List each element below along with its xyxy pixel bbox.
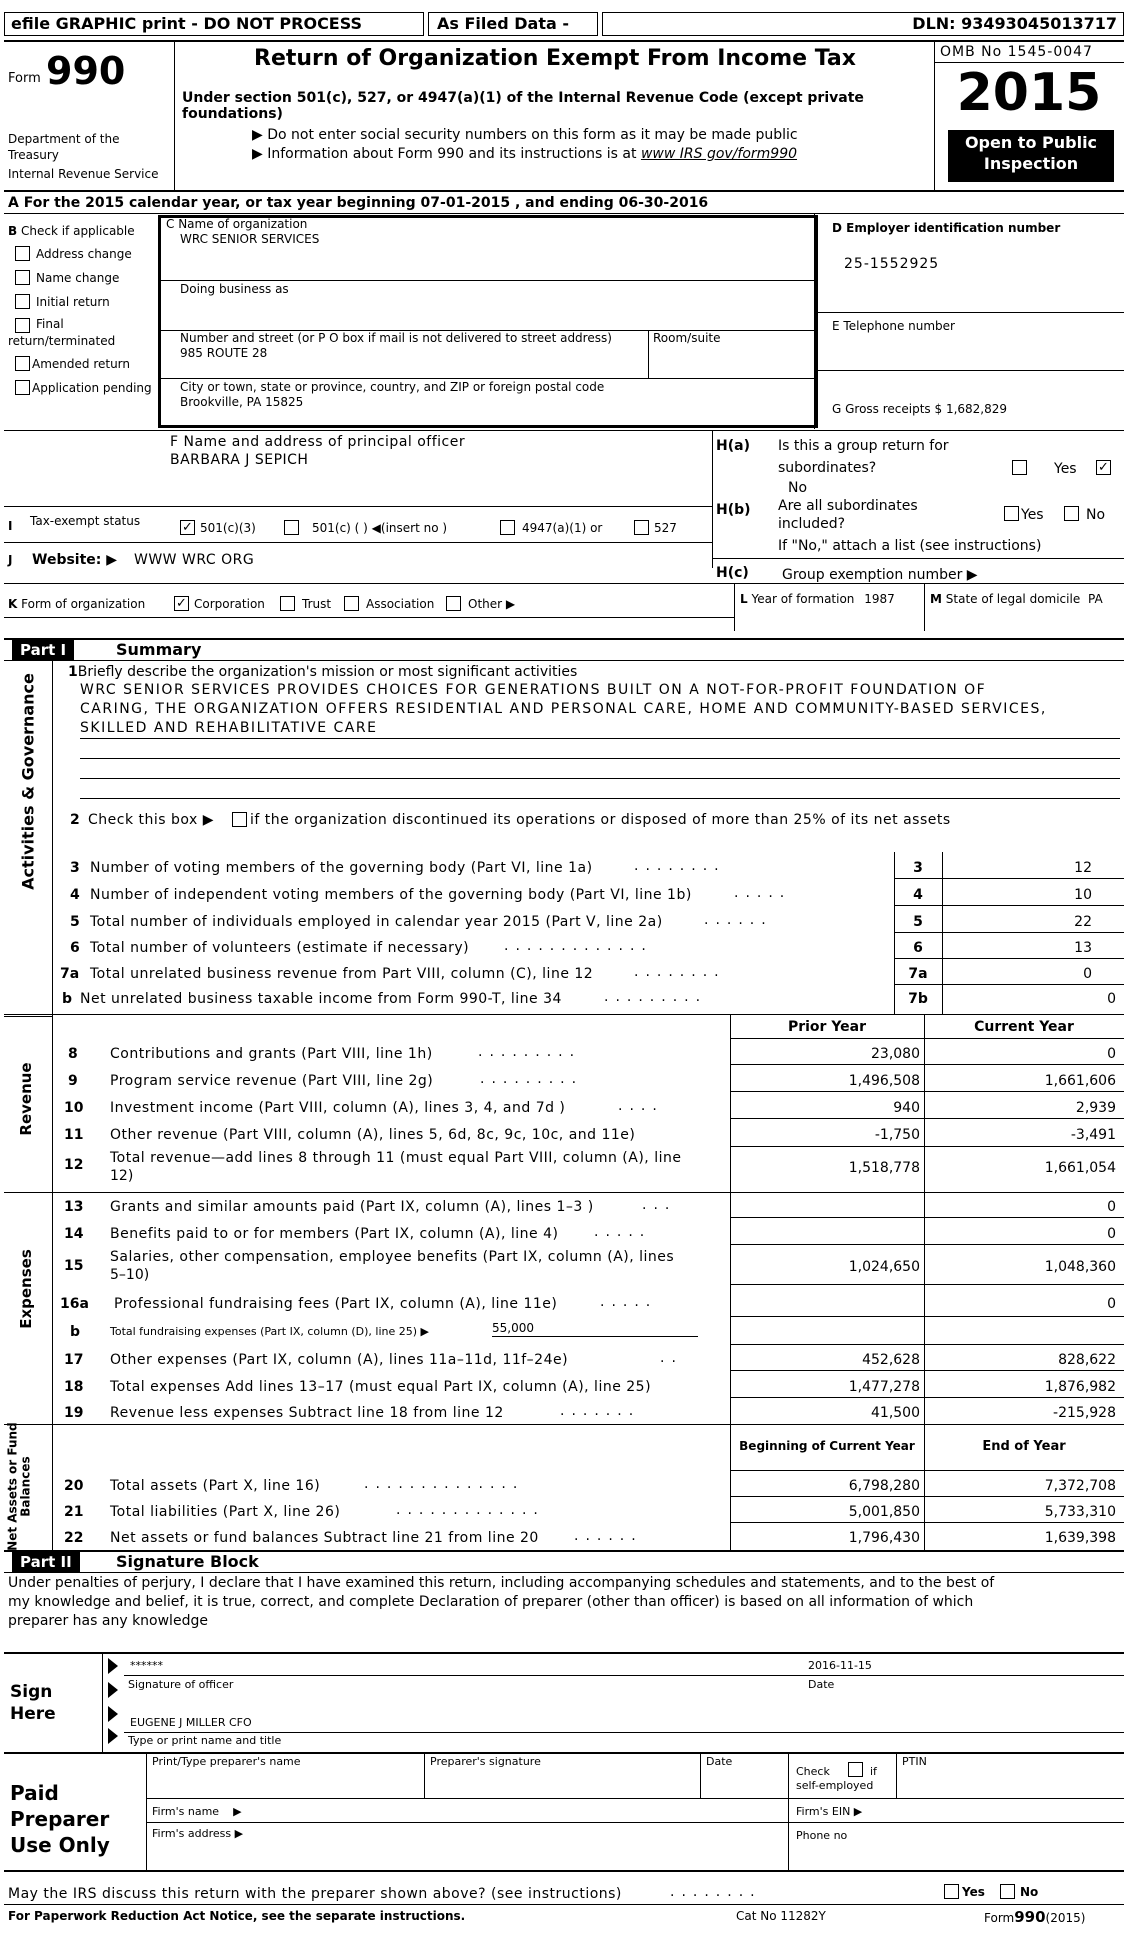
hb-no-checkbox[interactable] [1064,506,1079,521]
org-name-label: C Name of organization [166,217,308,231]
other-label: Other ▶ [468,597,516,611]
dba-label: Doing business as [180,282,289,296]
hb-yes-checkbox[interactable] [1004,506,1019,521]
line3-leader: ........ [634,858,726,874]
501c3-label: 501(c)(3) [200,521,256,535]
self-employed-checkbox[interactable] [848,1762,863,1777]
discuss-no-checkbox[interactable] [1000,1884,1015,1899]
form-title: Return of Organization Exempt From Income Tax [254,46,856,71]
line2-text2: if the organization discontinued its operations or disposed of more than 25% of its net assets [250,812,951,828]
hb-text2: included? [778,516,846,532]
line17-current: 828,622 [1058,1352,1116,1368]
line10-text: Investment income (Part VIII, column (A), lines 3, 4, and 7d ) [110,1100,566,1116]
hc-code: H(c) [716,565,749,581]
501c-label: 501(c) ( ) ◀(insert no ) [312,521,448,535]
line14-leader: ..... [594,1224,652,1240]
dept-line1: Department of the [8,132,120,146]
tax-year: 2015 [956,63,1102,123]
hb-yes-label: Yes [1021,507,1044,523]
line16a-text: Professional fundraising fees (Part IX, column (A), line 11e) [114,1296,558,1312]
mission-line2: CARING, THE ORGANIZATION OFFERS RESIDENTIAL AND PERSONAL CARE, HOME AND COMMUNITY-BASED SERVICES, [80,701,1047,717]
open-public-line1: Open to Public [964,133,1098,152]
line10-leader: .... [618,1098,664,1114]
trust-checkbox[interactable] [280,596,295,611]
firm-ein-label[interactable]: Firm's EIN ▶ [796,1805,863,1818]
ein-label: D Employer identification number [832,221,1061,235]
line11-num: 11 [64,1127,84,1143]
paperwork-notice: For Paperwork Reduction Act Notice, see the separate instructions. [8,1909,466,1923]
line7b-num: b [62,991,73,1007]
discontinued-checkbox[interactable] [232,812,247,827]
line6-value: 13 [1074,940,1092,956]
line15-current: 1,048,360 [1044,1259,1116,1275]
line6-box: 6 [913,940,923,956]
line16a-current: 0 [1107,1296,1116,1312]
ssn-note: ▶ Do not enter social security numbers on this form as it may be made public [252,127,798,143]
line17-leader: .. [660,1350,683,1366]
line8-leader: ......... [478,1044,582,1060]
preparer-date-label[interactable]: Date [706,1755,733,1768]
k-section: K Form of organization [8,597,146,611]
final-return-checkbox[interactable] [15,318,30,333]
line20-leader: .............. [364,1476,525,1492]
line8-current: 0 [1107,1046,1116,1062]
ha-yes-checkbox[interactable]: ✓ [1096,460,1111,475]
line22-leader: ...... [574,1528,643,1544]
line9-text: Program service revenue (Part VIII, line 2g) [110,1073,434,1089]
hb-code: H(b) [716,502,751,518]
line20-text: Total assets (Part X, line 16) [110,1478,321,1494]
line10-current: 2,939 [1075,1100,1116,1116]
line14-num: 14 [64,1226,84,1242]
tax-year-line: A For the 2015 calendar year, or tax year beginning 07-01-2015 , and ending 06-30-2016 [8,195,709,211]
current-year-header: Current Year [974,1019,1074,1035]
application-pending-label: Application pending [32,381,152,395]
ha-text2: subordinates? [778,460,877,476]
initial-return-checkbox[interactable] [15,294,30,309]
preparer-name-label[interactable]: Print/Type preparer's name [152,1755,301,1768]
discuss-question: May the IRS discuss this return with the preparer shown above? (see instructions) [8,1886,622,1902]
ha-code: H(a) [716,438,750,454]
officer-name-title: EUGENE J MILLER CFO [130,1716,252,1729]
527-label: 527 [654,521,677,535]
firm-address-label[interactable]: Firm's address ▶ [152,1827,244,1840]
line5-num: 5 [70,914,80,930]
501c3-checkbox[interactable]: ✓ [180,520,195,535]
hb-text1: Are all subordinates [778,498,918,514]
amended-return-label: Amended return [32,357,131,371]
mission-line1: WRC SENIOR SERVICES PROVIDES CHOICES FOR GENERATIONS BUILT ON A NOT-FOR-PROFIT FOUNDATION OF [80,682,987,698]
final-label: Final [36,317,64,331]
line19-current: -215,928 [1053,1405,1116,1421]
line5-leader: ...... [704,912,773,928]
line21-text: Total liabilities (Part X, line 26) [110,1504,341,1520]
legal-domicile: M State of legal domicile PA [930,592,1103,606]
line7b-text: Net unrelated business taxable income from Form 990-T, line 34 [80,991,562,1007]
line22-text: Net assets or fund balances Subtract line 21 from line 20 [110,1530,539,1546]
line17-num: 17 [64,1352,84,1368]
city-label: City or town, state or province, country, and ZIP or foreign postal code [180,380,605,394]
line7a-box: 7a [908,966,928,982]
line5-box: 5 [913,914,923,930]
line16b-inline-value: 55,000 [492,1322,698,1337]
officer-label: F Name and address of principal officer [170,434,466,450]
line15-num: 15 [64,1258,84,1274]
line18-current: 1,876,982 [1044,1379,1116,1395]
signature-date: 2016-11-15 [808,1659,872,1672]
part1-title: Summary [116,640,202,659]
line11-prior: -1,750 [874,1127,920,1143]
penalty-line3: preparer has any knowledge [8,1613,208,1629]
year-formation: L Year of formation 1987 [740,592,895,606]
line7a-value: 0 [1083,966,1092,982]
line22-begin: 1,796,430 [848,1530,920,1546]
expenses-label: Expenses [17,1249,35,1329]
date-label: Date [808,1678,835,1691]
use-only-label: Use Only [10,1833,110,1857]
sign-here-arrows [106,1656,122,1746]
line16a-leader: ..... [600,1294,658,1310]
line7a-num: 7a [60,966,80,982]
phone-no-label[interactable]: Phone no [796,1829,848,1842]
line14-text: Benefits paid to or for members (Part IX, column (A), line 4) [110,1226,559,1242]
ha-no-label: No [788,480,808,496]
city-state-zip: Brookville, PA 15825 [180,395,304,409]
discuss-leader: ........ [670,1884,762,1900]
here-label: Here [10,1704,56,1724]
ha-yes-label: Yes [1054,461,1077,477]
hc-text: Group exemption number ▶ [782,567,978,583]
begin-year-header: Beginning of Current Year [739,1439,915,1453]
mission-label: 1Briefly describe the organization's mission or most significant activities [68,664,578,680]
line11-current: -3,491 [1070,1127,1116,1143]
corporation-label: Corporation [194,597,265,611]
line17-text: Other expenses (Part IX, column (A), lines 11a–11d, 11f–24e) [110,1352,569,1368]
paid-label: Paid [10,1781,59,1805]
signature-value[interactable]: ****** [130,1659,163,1672]
officer-name: BARBARA J SEPICH [170,452,309,468]
check-label: Check [796,1765,830,1778]
website-label: Website: ▶ [32,552,118,568]
line9-num: 9 [68,1073,78,1089]
line7a-leader: ........ [634,964,726,980]
hb-no-label: No [1086,507,1106,523]
info-note: ▶ Information about Form 990 and its instructions is at www IRS gov/form990 [252,146,798,162]
line20-begin: 6,798,280 [848,1478,920,1494]
ptin-label[interactable]: PTIN [902,1755,927,1768]
line10-num: 10 [64,1100,84,1116]
line9-prior: 1,496,508 [848,1073,920,1089]
association-label: Association [366,597,435,611]
address-change-checkbox[interactable] [15,246,30,261]
firm-name-label[interactable]: Firm's name ▶ [152,1805,242,1818]
527-checkbox[interactable] [634,520,649,535]
ein-value: 25-1552925 [844,256,940,272]
net-assets-label: Net Assets or Fund Balances [5,1422,32,1551]
line14-current: 0 [1107,1226,1116,1242]
line20-num: 20 [64,1478,84,1494]
catalog-number: Cat No 11282Y [736,1909,826,1923]
firm-name-arrow: ▶ [233,1805,242,1818]
website-value[interactable]: WWW WRC ORG [134,552,255,568]
line12-text: Total revenue—add lines 8 through 11 (must equal Part VIII, column (A), line [110,1150,682,1166]
street-address: 985 ROUTE 28 [180,346,268,360]
line9-current: 1,661,606 [1044,1073,1116,1089]
line12-current: 1,661,054 [1044,1160,1116,1176]
as-filed-banner: As Filed Data - [428,12,598,36]
form-number: 990 [46,49,126,93]
trust-label: Trust [302,597,332,611]
address-change-label: Address change [36,247,132,261]
4947-checkbox[interactable] [500,520,515,535]
line7a-text: Total unrelated business revenue from Part VIII, column (C), line 12 [90,966,594,982]
name-change-label: Name change [36,271,120,285]
line11-text: Other revenue (Part VIII, column (A), lines 5, 6d, 8c, 9c, 10c, and 11e) [110,1127,636,1143]
line4-text: Number of independent voting members of the governing body (Part VI, line 1b) [90,887,692,903]
line21-begin: 5,001,850 [848,1504,920,1520]
street-label: Number and street (or P O box if mail is not delivered to street address) [180,331,612,345]
corporation-checkbox[interactable]: ✓ [174,596,189,611]
line16b-num: b [70,1324,81,1340]
line7b-box: 7b [908,991,928,1007]
discuss-yes-label: Yes [962,1885,985,1899]
signature-label: Signature of officer [128,1678,234,1691]
line21-leader: ............. [396,1502,545,1518]
line4-value: 10 [1074,887,1092,903]
preparer-signature-label[interactable]: Preparer's signature [430,1755,541,1768]
return-terminated-label: return/terminated [8,334,116,348]
penalty-line1: Under penalties of perjury, I declare that I have examined this return, including accompanying schedules and statements, and to the best of [8,1575,995,1591]
line4-box: 4 [913,887,923,903]
line20-end: 7,372,708 [1044,1478,1116,1494]
line21-num: 21 [64,1504,84,1520]
part2-title: Signature Block [116,1552,259,1571]
j-label: J [8,553,13,567]
other-checkbox[interactable] [446,596,461,611]
line13-current: 0 [1107,1199,1116,1215]
line15-text: Salaries, other compensation, employee benefits (Part IX, column (A), lines [110,1249,675,1265]
line12-prior: 1,518,778 [848,1160,920,1176]
gross-receipts: G Gross receipts $ 1,682,829 [832,402,1008,416]
501c-checkbox[interactable] [284,520,299,535]
line16a-num: 16a [60,1296,89,1312]
hb-note: If "No," attach a list (see instructions) [778,538,1042,554]
preparer-label: Preparer [10,1807,110,1831]
line13-num: 13 [64,1199,84,1215]
activities-governance-label: Activities & Governance [18,673,38,890]
line9-leader: ......... [480,1071,584,1087]
name-title-label: Type or print name and title [128,1734,282,1747]
line3-text: Number of voting members of the governing body (Part VI, line 1a) [90,860,593,876]
line21-end: 5,733,310 [1044,1504,1116,1520]
penalty-line2: my knowledge and belief, it is true, correct, and complete Declaration of preparer (other than officer) is based on all information of which [8,1594,974,1610]
discuss-yes-checkbox[interactable] [944,1884,959,1899]
line8-prior: 23,080 [871,1046,920,1062]
line8-num: 8 [68,1046,78,1062]
line4-num: 4 [70,887,80,903]
line18-text: Total expenses Add lines 13–17 (must equal Part IX, column (A), line 25) [110,1379,652,1395]
initial-return-label: Initial return [36,295,110,309]
org-name: WRC SENIOR SERVICES [180,232,320,246]
part2-label: Part II [12,1552,80,1572]
self-employed-label: self-employed [796,1779,874,1792]
revenue-label: Revenue [17,1062,35,1136]
line2-text1: Check this box ▶ [88,812,215,828]
line19-prior: 41,500 [871,1405,920,1421]
line19-leader: ....... [560,1403,641,1419]
line7b-leader: ......... [604,989,708,1005]
line2-num: 2 [70,812,80,828]
name-change-checkbox[interactable] [15,270,30,285]
end-year-header: End of Year [982,1439,1066,1454]
line10-prior: 940 [893,1100,920,1116]
line19-num: 19 [64,1405,84,1421]
line15-prior: 1,024,650 [848,1259,920,1275]
line5-text: Total number of individuals employed in calendar year 2015 (Part V, line 2a) [90,914,663,930]
amended-return-checkbox[interactable] [15,356,30,371]
line12-text2: 12) [110,1168,134,1184]
ha-text1: Is this a group return for [778,438,949,454]
line18-num: 18 [64,1379,84,1395]
4947-label: 4947(a)(1) or [522,521,603,535]
line22-end: 1,639,398 [1044,1530,1116,1546]
line16b-text: Total fundraising expenses (Part IX, column (D), line 25) ▶ [110,1325,429,1338]
if-label: if [870,1765,877,1778]
line22-num: 22 [64,1530,84,1546]
line12-num: 12 [64,1157,84,1173]
ha-no-box[interactable] [1012,460,1027,475]
line17-prior: 452,628 [862,1352,920,1368]
room-suite-label: Room/suite [653,331,721,345]
efile-banner: efile GRAPHIC print - DO NOT PROCESS [4,12,424,36]
line3-box: 3 [913,860,923,876]
line13-text: Grants and similar amounts paid (Part IX, column (A), lines 1–3 ) [110,1199,594,1215]
line15-text2: 5–10) [110,1267,150,1283]
line18-prior: 1,477,278 [848,1379,920,1395]
discuss-no-label: No [1020,1885,1039,1899]
line13-leader: ... [642,1197,677,1213]
line19-text: Revenue less expenses Subtract line 18 from line 12 [110,1405,504,1421]
dept-line3: Internal Revenue Service [8,167,159,181]
line3-value: 12 [1074,860,1092,876]
form-subtitle: Under section 501(c), 527, or 4947(a)(1) of the Internal Revenue Code (except private foundations) [182,90,864,123]
irs-link[interactable]: www IRS gov/form990 [640,146,798,162]
line7b-value: 0 [1107,991,1116,1007]
prior-year-header: Prior Year [787,1019,867,1035]
dln-banner: DLN: 93493045013717 [602,12,1124,36]
line4-leader: ..... [734,885,792,901]
i-label: I [8,519,13,533]
association-checkbox[interactable] [344,596,359,611]
footer-form-id: Form990(2015) [984,1908,1086,1926]
mission-line3: SKILLED AND REHABILITATIVE CARE [80,720,378,736]
sign-label: Sign [10,1682,53,1702]
line8-text: Contributions and grants (Part VIII, line 1h) [110,1046,433,1062]
phone-label: E Telephone number [832,319,955,333]
line3-num: 3 [70,860,80,876]
line6-num: 6 [70,940,80,956]
part1-label: Part I [12,640,74,660]
line5-value: 22 [1074,914,1092,930]
application-pending-checkbox[interactable] [15,380,30,395]
line6-text: Total number of volunteers (estimate if necessary) [90,940,470,956]
line6-leader: ............. [504,938,653,954]
open-public-line2: Inspection [983,154,1079,173]
omb-number: OMB No 1545-0047 [940,44,1093,60]
section-b-title: B Check if applicable [8,224,135,238]
dept-line2: Treasury [8,148,59,162]
i-title: Tax-exempt status [30,514,141,528]
form-prefix: Form [8,71,41,86]
